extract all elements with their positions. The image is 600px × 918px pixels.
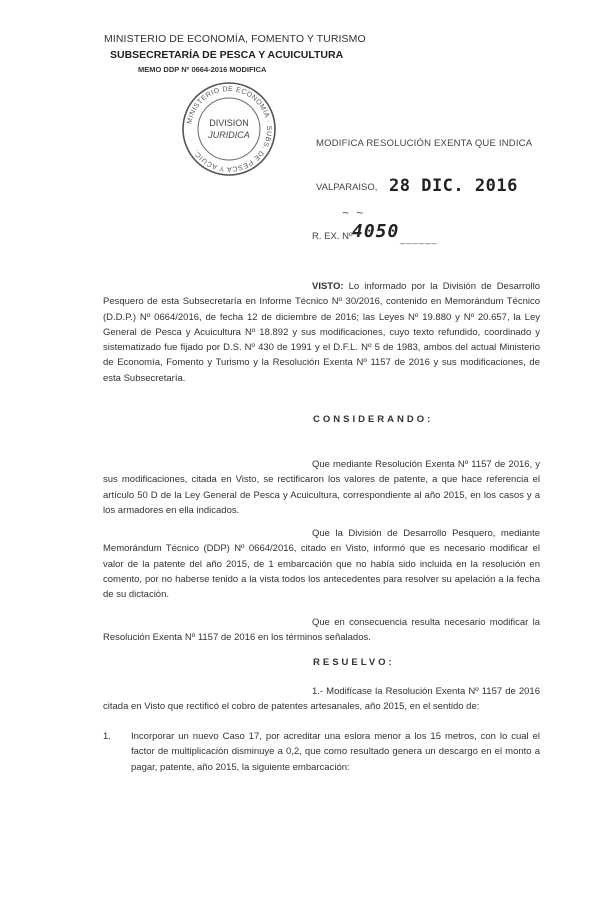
resuelvo-heading: RESUELVO: <box>313 657 395 668</box>
stamp-ring-text: MINISTERIO DE ECONOMÍA · SUBS. DE PESCA Y ACUIC. <box>186 85 273 173</box>
visto-text: Lo informado por la División de Desarrollo Pesquero de esta Subsecretaría en Informe Técnico Nº 30/2016, contenido en Memorándum Técnico (D.D.P.) Nº 0664/2016, de fecha 12 de diciembre de 2016; las Leyes Nº 19.880 y Nº 20.657, la Ley General de Pesca y Acuicultura Nº 18.892 y sus modificaciones, cuyo texto refundido, coordinado y sistematizado fue fijado por D.S. Nº 430 de 1991 y el D.F.L. Nº 5 de 1983, ambos del actual Ministerio de Economía, Fomento y Turismo y la Resolución Exenta Nº 1157 de 2016 y sus modificaciones, de esta Subsecretaría. <box>103 281 540 384</box>
visto-label: VISTO: <box>312 281 344 292</box>
list-item-number: 1. <box>103 731 111 742</box>
date-underline-mark: ~ ~ <box>342 206 366 220</box>
subsecretaria-name: SUBSECRETARÍA DE PESCA Y ACUICULTURA <box>110 49 344 61</box>
resuelvo-list-item <box>103 729 540 775</box>
stamp-line-2: JURIDICA <box>208 130 250 140</box>
ministry-name: MINISTERIO DE ECONOMÍA, FOMENTO Y TURISMO <box>104 33 366 45</box>
visto-paragraph <box>103 279 540 386</box>
considerando-paragraph-3: Que en consecuencia resulta necesario modificar la Resolución Exenta Nº 1157 de 2016 en los términos señalados. <box>103 617 540 644</box>
list-item-text: Incorporar un nuevo Caso 17, por acreditar una eslora menor a los 15 metros, con lo cual el factor de multiplicación disminuye a 0,2, que como resultado genera un descargo en el monto a pagar, patente, año 2015, la siguiente embarcación: <box>131 731 540 773</box>
place-label: VALPARAISO, <box>316 182 378 193</box>
resolution-number: 4050 <box>352 221 400 242</box>
resolution-number-label: R. EX. Nº <box>312 231 353 242</box>
resuelvo-paragraph-1: 1.- Modifícase la Resolución Exenta Nº 1157 de 2016 citada en Visto que rectificó el cobro de patentes artesanales, año 2015, en el sentido de: <box>103 686 540 713</box>
considerando-paragraph-1: Que mediante Resolución Exenta Nº 1157 de 2016, y sus modificaciones, citada en Visto, se rectificaron los valores de patente, a que hace referencia el artículo 50 D de la Ley General de Pesca y Acuicultura, correspondiente al año 2015, en los casos y a los armadores en ella indicados. <box>103 459 540 516</box>
document-subject: MODIFICA RESOLUCIÓN EXENTA QUE INDICA <box>316 138 533 149</box>
division-juridica-stamp <box>178 78 280 180</box>
resolution-number-line: ______ <box>400 234 438 245</box>
date-stamp: 28 DIC. 2016 <box>389 176 518 196</box>
considerando-heading: CONSIDERANDO: <box>313 414 434 425</box>
stamp-line-1: DIVISION <box>209 118 249 128</box>
considerando-paragraph-2: Que la División de Desarrollo Pesquero, mediante Memorándum Técnico (DDP) Nº 0664/2016, citado en Visto, informó que es necesario modificar el valor de la patente del año 2015, de 1 embarcación que no había sido incluida en la resolución en comento, por no haberse tenido a la vista todos los antecedentes para resolver su apelación a la fecha de su dictación. <box>103 528 540 601</box>
svg-text:MINISTERIO DE ECONOMÍA · SUBS. <box>186 86 272 172</box>
memo-reference: MEMO DDP Nº 0664-2016 MODIFICA <box>138 65 267 74</box>
